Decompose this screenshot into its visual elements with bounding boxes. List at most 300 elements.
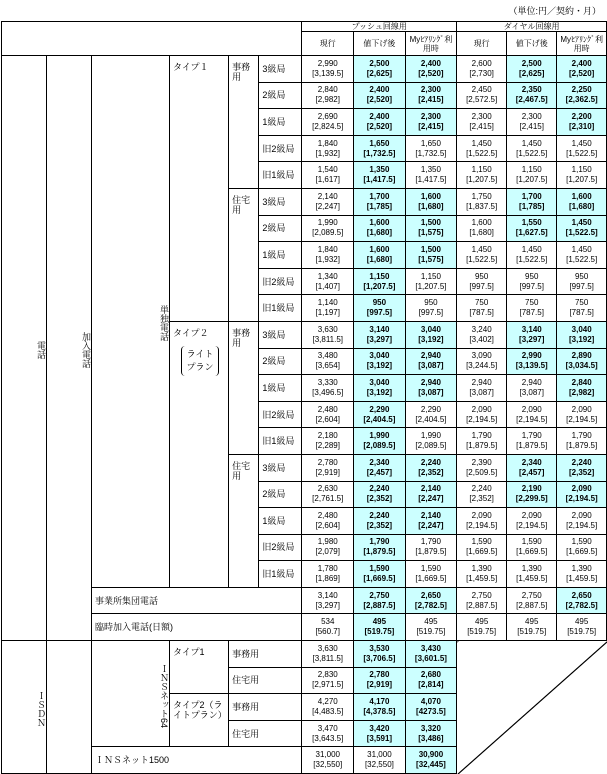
price-value: 3,330 — [317, 377, 338, 387]
label-grade: 旧1級局 — [259, 162, 302, 189]
price-value: 2,290 — [420, 404, 441, 414]
unit-note: （単位:円／契約・月） — [508, 6, 601, 16]
value-cell — [405, 348, 457, 375]
price-value: 1,500 — [420, 244, 441, 254]
value-cell — [557, 268, 607, 295]
price-taxincl: [1,680] — [366, 228, 393, 238]
price-taxincl: [2,761.5] — [312, 494, 344, 504]
value-cell — [507, 295, 557, 322]
value-cell — [354, 162, 406, 189]
price-taxincl: [1,522.5] — [516, 254, 548, 264]
value-cell — [354, 534, 406, 561]
price-value: 534 — [321, 617, 335, 627]
value-cell — [354, 641, 406, 668]
price-taxincl: [2,982] — [315, 95, 340, 105]
value-cell — [557, 321, 607, 348]
value-cell — [457, 215, 507, 242]
price-value: 3,480 — [317, 351, 338, 361]
price-value: 2,250 — [571, 85, 592, 95]
value-cell — [557, 481, 607, 508]
price-value: 2,390 — [471, 457, 492, 467]
price-value: 1,590 — [471, 537, 492, 547]
price-taxincl: [2,247] — [418, 520, 444, 530]
price-taxincl: [787.5] — [519, 308, 544, 318]
price-value: 1,600 — [471, 218, 492, 228]
price-taxincl: [997.5] — [366, 308, 393, 318]
price-value: 31,000 — [367, 750, 392, 760]
price-taxincl: [1,575] — [418, 228, 444, 238]
price-value: 2,180 — [317, 431, 338, 441]
price-taxincl: [1,207.5] — [466, 175, 498, 185]
value-cell — [457, 321, 507, 348]
table-row — [2, 587, 607, 614]
price-taxincl: [3,192] — [366, 387, 393, 397]
value-cell — [557, 295, 607, 322]
header-after-push: 値下げ後 — [354, 32, 406, 56]
value-cell — [354, 268, 406, 295]
price-taxincl: [997.5] — [469, 281, 494, 291]
price-value: 1,790 — [471, 431, 492, 441]
price-value: 1,840 — [317, 244, 338, 254]
value-cell — [507, 614, 557, 641]
price-value: 2,240 — [471, 484, 492, 494]
value-cell — [507, 401, 557, 428]
value-cell — [507, 56, 557, 83]
price-taxincl: [2,604] — [315, 414, 340, 424]
price-value: 1,450 — [571, 244, 592, 254]
price-value: 2,940 — [471, 377, 492, 387]
price-taxincl: [1,869] — [315, 574, 340, 584]
value-cell — [507, 109, 557, 136]
price-value: 1,790 — [571, 431, 592, 441]
value-cell — [557, 375, 607, 402]
value-cell — [354, 481, 406, 508]
price-value: 1,990 — [420, 431, 441, 441]
price-taxincl: [2,919] — [366, 680, 393, 690]
price-taxincl: [2,352] — [366, 520, 393, 530]
price-value: 2,940 — [521, 377, 542, 387]
price-value: 2,240 — [369, 484, 390, 494]
tariff-table — [1, 21, 607, 774]
price-taxincl: [2,730] — [469, 68, 494, 78]
label-lite: ライトプラン — [181, 346, 219, 376]
header-current-dial: 現行 — [457, 32, 507, 56]
price-taxincl: [1,522.5] — [466, 254, 498, 264]
price-taxincl: [1,680] — [418, 201, 444, 211]
price-value: 3,430 — [420, 643, 441, 653]
label-type2: タイプ２ — [173, 327, 209, 338]
price-value: 1,450 — [571, 218, 592, 228]
price-value: 1,590 — [571, 537, 592, 547]
price-value: 950 — [474, 271, 489, 281]
value-cell — [405, 215, 457, 242]
price-taxincl: [2,520] — [418, 68, 444, 78]
value-cell — [557, 401, 607, 428]
price-taxincl: [2,352] — [469, 494, 494, 504]
price-value: 2,300 — [471, 111, 492, 121]
price-taxincl: [1,575] — [418, 254, 444, 264]
price-taxincl: [4,483.5] — [312, 707, 344, 717]
value-cell — [302, 694, 354, 721]
price-value: 1,600 — [369, 244, 390, 254]
label-jimu: 事務用 — [229, 641, 302, 668]
price-taxincl: [2,247] — [315, 201, 340, 211]
price-value: 1,990 — [369, 431, 390, 441]
price-value: 3,040 — [369, 351, 390, 361]
value-cell — [405, 135, 457, 162]
price-value: 2,480 — [317, 510, 338, 520]
value-cell — [457, 375, 507, 402]
label-rinji: 臨時加入電話(日額) — [92, 614, 302, 641]
price-taxincl: [3,087] — [418, 361, 444, 371]
value-cell — [354, 56, 406, 83]
price-value: 2,500 — [521, 58, 542, 68]
price-taxincl: [1,522.5] — [566, 254, 598, 264]
value-cell — [457, 295, 507, 322]
price-taxincl: [3,139.5] — [312, 68, 344, 78]
value-cell — [405, 295, 457, 322]
label-grade: 1級局 — [259, 375, 302, 402]
label-type2-group — [170, 321, 229, 587]
price-taxincl: [2,352] — [418, 467, 444, 477]
value-cell — [302, 641, 354, 668]
value-cell — [302, 188, 354, 215]
label-isdn-type2: タイプ2（ライトプラン） — [170, 694, 229, 747]
empty-area — [457, 641, 607, 774]
header-after-dial: 値下げ後 — [507, 32, 557, 56]
value-cell — [557, 348, 607, 375]
label-grade: 旧2級局 — [259, 534, 302, 561]
price-taxincl: [2,089.5] — [312, 228, 344, 238]
price-taxincl: [1,669.5] — [466, 547, 498, 557]
price-taxincl: [1,680] — [469, 228, 494, 238]
value-cell — [354, 242, 406, 269]
label-jutaku: 住宅用 — [229, 188, 259, 321]
price-taxincl: [1,879.5] — [466, 441, 498, 451]
price-value: 1,590 — [521, 537, 542, 547]
value-cell — [302, 747, 354, 774]
value-cell — [507, 215, 557, 242]
price-taxincl: [1,732.5] — [363, 148, 396, 158]
value-cell — [302, 561, 354, 588]
label-jimu: 事務用 — [229, 694, 302, 721]
price-taxincl: [1,207.5] — [363, 281, 396, 291]
price-value: 2,600 — [471, 58, 492, 68]
price-value: 2,200 — [571, 111, 592, 121]
price-value: 2,750 — [521, 590, 542, 600]
price-value: 2,780 — [369, 670, 390, 680]
price-value: 1,140 — [317, 298, 338, 308]
price-taxincl: [2,247] — [418, 494, 444, 504]
price-taxincl: [2,194.5] — [566, 520, 598, 530]
label-grade: 旧2級局 — [259, 135, 302, 162]
value-cell — [302, 614, 354, 641]
price-taxincl: [32,445] — [416, 760, 446, 770]
price-value: 2,840 — [317, 85, 338, 95]
value-cell — [302, 348, 354, 375]
price-taxincl: [787.5] — [469, 308, 494, 318]
price-taxincl: [519.75] — [467, 627, 497, 637]
value-cell — [507, 162, 557, 189]
value-cell — [457, 82, 507, 109]
value-cell — [302, 242, 354, 269]
price-value: 1,150 — [369, 271, 390, 281]
label-grade: 3級局 — [259, 321, 302, 348]
price-taxincl: [3,034.5] — [565, 361, 598, 371]
price-taxincl: [3,244.5] — [466, 361, 498, 371]
value-cell — [354, 188, 406, 215]
value-cell — [354, 109, 406, 136]
price-value: 3,630 — [317, 643, 338, 653]
label-jutaku: 住宅用 — [229, 454, 259, 587]
price-taxincl: [2,887.5] — [466, 600, 498, 610]
value-cell — [354, 295, 406, 322]
price-value: 3,040 — [420, 324, 441, 334]
value-cell — [354, 694, 406, 721]
label-grade: 2級局 — [259, 82, 302, 109]
price-value: 1,390 — [471, 564, 492, 574]
price-taxincl: [3,706.5] — [363, 653, 396, 663]
value-cell — [302, 401, 354, 428]
value-cell — [507, 135, 557, 162]
price-value: 3,140 — [521, 324, 542, 334]
value-cell — [557, 614, 607, 641]
value-cell — [405, 508, 457, 535]
label-denwa: 電話 — [2, 56, 47, 641]
price-taxincl: [2,625] — [519, 68, 545, 78]
price-value: 30,900 — [418, 750, 444, 760]
price-taxincl: [2,299.5] — [515, 494, 548, 504]
value-cell — [507, 242, 557, 269]
price-taxincl: [2,194.5] — [466, 414, 498, 424]
value-cell — [302, 268, 354, 295]
price-taxincl: [1,879.5] — [516, 441, 548, 451]
price-value: 495 — [525, 617, 539, 627]
price-value: 495 — [424, 617, 438, 627]
value-cell — [302, 720, 354, 747]
price-value: 3,420 — [369, 723, 390, 733]
value-cell — [457, 454, 507, 481]
price-taxincl: [1,197] — [315, 308, 340, 318]
price-value: 2,240 — [420, 457, 441, 467]
label-jigyosho: 事業所集団電話 — [92, 587, 302, 614]
value-cell — [302, 162, 354, 189]
label-grade: 3級局 — [259, 454, 302, 481]
price-taxincl: [3,139.5] — [515, 361, 548, 371]
value-cell — [405, 401, 457, 428]
price-value: 1,750 — [471, 191, 492, 201]
table-row — [2, 614, 607, 641]
header-blank — [2, 22, 302, 56]
price-value: 2,400 — [369, 111, 390, 121]
price-value: 4,170 — [369, 697, 390, 707]
price-taxincl: [519.75] — [517, 627, 547, 637]
price-taxincl: [2,572.5] — [466, 95, 498, 105]
price-taxincl: [3,192] — [418, 334, 444, 344]
price-taxincl: [4273.5] — [416, 707, 446, 717]
price-taxincl: [1,669.5] — [363, 574, 396, 584]
value-cell — [302, 508, 354, 535]
price-taxincl: [3,486] — [418, 733, 444, 743]
price-value: 950 — [525, 271, 539, 281]
tariff-body — [2, 22, 607, 774]
price-taxincl: [3,087] — [519, 387, 544, 397]
price-value: 2,400 — [420, 58, 441, 68]
price-value: 1,450 — [471, 138, 492, 148]
header-push: プッシュ回線用 — [302, 22, 457, 32]
price-taxincl: [2,971.5] — [312, 680, 344, 690]
price-value: 2,680 — [420, 670, 441, 680]
price-taxincl: [1,522.5] — [466, 148, 498, 158]
price-taxincl: [1,207.5] — [415, 281, 447, 291]
value-cell — [507, 481, 557, 508]
price-value: 2,650 — [571, 590, 592, 600]
price-value: 3,090 — [471, 351, 492, 361]
value-cell — [405, 561, 457, 588]
price-taxincl: [1,522.5] — [516, 148, 548, 158]
price-taxincl: [2,289] — [315, 441, 340, 451]
value-cell — [557, 109, 607, 136]
value-cell — [354, 508, 406, 535]
price-value: 4,070 — [420, 697, 441, 707]
price-value: 2,240 — [369, 510, 390, 520]
price-value: 495 — [372, 617, 387, 627]
price-value: 2,300 — [521, 111, 542, 121]
value-cell — [457, 614, 507, 641]
price-taxincl: [2,404.5] — [415, 414, 447, 424]
price-taxincl: [2,089.5] — [415, 441, 447, 451]
price-taxincl: [2,310] — [568, 121, 595, 131]
value-cell — [302, 428, 354, 455]
price-value: 2,690 — [317, 111, 338, 121]
value-cell — [457, 481, 507, 508]
price-value: 1,990 — [317, 218, 338, 228]
value-cell — [557, 242, 607, 269]
price-value: 2,090 — [471, 510, 492, 520]
value-cell — [557, 215, 607, 242]
value-cell — [557, 188, 607, 215]
price-taxincl: [560.7] — [315, 627, 340, 637]
price-value: 3,240 — [471, 324, 492, 334]
price-value: 1,600 — [420, 191, 441, 201]
price-value: 2,090 — [571, 510, 592, 520]
price-value: 1,540 — [317, 165, 338, 175]
value-cell — [507, 82, 557, 109]
price-value: 1,590 — [420, 564, 441, 574]
price-value: 1,980 — [317, 537, 338, 547]
value-cell — [557, 162, 607, 189]
value-cell — [405, 268, 457, 295]
value-cell — [302, 375, 354, 402]
price-taxincl: [1,627.5] — [515, 228, 548, 238]
price-taxincl: [1,669.5] — [415, 574, 447, 584]
label-jutaku: 住宅用 — [229, 720, 302, 747]
value-cell — [354, 348, 406, 375]
price-taxincl: [2,887.5] — [363, 600, 396, 610]
price-taxincl: [3,192] — [366, 361, 393, 371]
price-value: 3,470 — [317, 723, 338, 733]
price-taxincl: [1,932] — [315, 148, 340, 158]
price-taxincl: [997.5] — [418, 308, 444, 318]
price-taxincl: [3,297] — [366, 334, 393, 344]
price-taxincl: [3,601.5] — [414, 653, 447, 663]
price-taxincl: [1,207.5] — [566, 175, 598, 185]
value-cell — [557, 56, 607, 83]
price-taxincl: [2,814] — [418, 680, 444, 690]
price-taxincl: [1,680] — [366, 254, 393, 264]
price-value: 2,140 — [420, 510, 441, 520]
price-value: 31,000 — [315, 750, 340, 760]
price-taxincl: [1,669.5] — [516, 547, 548, 557]
label-grade: 旧2級局 — [259, 268, 302, 295]
price-taxincl: [2,362.5] — [565, 95, 598, 105]
value-cell — [557, 82, 607, 109]
price-value: 950 — [424, 298, 438, 308]
price-value: 750 — [574, 298, 589, 308]
price-value: 2,830 — [317, 670, 338, 680]
price-taxincl: [2,887.5] — [516, 600, 548, 610]
price-taxincl: [2,194.5] — [565, 494, 598, 504]
value-cell — [302, 215, 354, 242]
value-cell — [457, 135, 507, 162]
price-taxincl: [1,879.5] — [566, 441, 598, 451]
value-cell — [302, 454, 354, 481]
price-value: 1,550 — [521, 218, 542, 228]
label-grade: 旧2級局 — [259, 401, 302, 428]
value-cell — [557, 587, 607, 614]
value-cell — [405, 641, 457, 668]
price-value: 2,890 — [571, 351, 592, 361]
price-value: 1,450 — [571, 138, 592, 148]
value-cell — [302, 56, 354, 83]
price-value: 2,630 — [317, 484, 338, 494]
table-row — [2, 56, 607, 83]
price-value: 2,650 — [420, 590, 441, 600]
price-taxincl: [3,643.5] — [312, 733, 344, 743]
price-value: 1,650 — [369, 138, 390, 148]
price-taxincl: [2,352] — [568, 467, 595, 477]
price-value: 1,700 — [369, 191, 390, 201]
table-row — [2, 641, 607, 668]
value-cell — [405, 109, 457, 136]
price-value: 1,350 — [420, 165, 441, 175]
label-grade: 2級局 — [259, 481, 302, 508]
price-taxincl: [997.5] — [569, 281, 594, 291]
price-value: 2,090 — [471, 404, 492, 414]
value-cell — [405, 694, 457, 721]
price-taxincl: [32,550] — [364, 760, 394, 770]
price-value: 1,600 — [369, 218, 390, 228]
price-taxincl: [1,417.5] — [363, 175, 396, 185]
price-taxincl: [1,617] — [315, 175, 340, 185]
price-taxincl: [3,654] — [315, 361, 340, 371]
price-value: 2,500 — [369, 58, 390, 68]
value-cell — [457, 534, 507, 561]
value-cell — [405, 188, 457, 215]
price-value: 2,290 — [369, 404, 390, 414]
price-value: 950 — [574, 271, 589, 281]
price-taxincl: [1,407] — [315, 281, 340, 291]
value-cell — [302, 295, 354, 322]
price-value: 3,630 — [317, 324, 338, 334]
value-cell — [457, 242, 507, 269]
value-cell — [507, 534, 557, 561]
price-taxincl: [1,459.5] — [516, 574, 548, 584]
value-cell — [302, 587, 354, 614]
price-value: 1,340 — [317, 271, 338, 281]
price-taxincl: [1,837.5] — [466, 201, 498, 211]
price-taxincl: [2,457] — [366, 467, 393, 477]
